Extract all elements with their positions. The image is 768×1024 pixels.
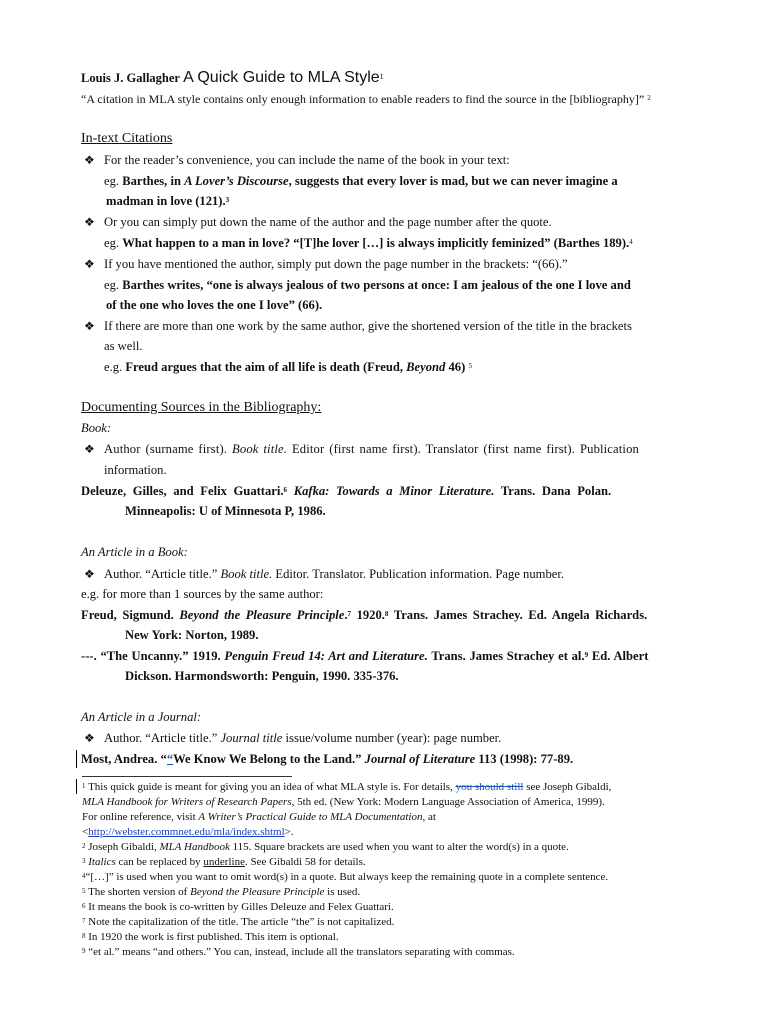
example-line bbox=[106, 193, 229, 209]
section-heading-intext: In-text Citations bbox=[81, 131, 173, 146]
example-line bbox=[104, 277, 631, 293]
entry-text: 113 (1998): 77-89. bbox=[478, 752, 574, 766]
footnote-6 bbox=[82, 900, 394, 914]
entry-text: Trans. Dana Polan. bbox=[500, 484, 612, 498]
footnote-ref: 8 bbox=[384, 610, 389, 618]
example-line: of the one who loves the one I love” (66). bbox=[106, 298, 323, 312]
format-line bbox=[104, 730, 501, 746]
footnote-text: . See Gibaldi 58 for details. bbox=[244, 856, 366, 868]
format-line: information. bbox=[104, 463, 167, 477]
footnote-title: MLA Handbook bbox=[159, 841, 230, 853]
bullet-text: Or you can simply put down the name of the author and the page number after the quote. bbox=[104, 215, 552, 229]
format-text: Author (surname first). bbox=[104, 442, 228, 456]
bibliography-entry: Minneapolis: U of Minnesota P, 1986. bbox=[125, 504, 326, 518]
footnote-text: Joseph Gibaldi, bbox=[88, 841, 157, 853]
eg-label: eg. bbox=[104, 236, 120, 250]
bullet-text: If you have mentioned the author, simply put down the page number in the brackets: “(66).” bbox=[104, 257, 568, 271]
footnote-text: This quick guide is meant for giving you an idea of what MLA style is. For details, bbox=[88, 781, 453, 793]
footnote-number: 4 bbox=[82, 872, 86, 880]
book-title: A Lover’s Discourse bbox=[184, 174, 289, 188]
subsection-label: An Article in a Book: bbox=[81, 545, 188, 559]
footnote-number: 3 bbox=[82, 857, 86, 865]
footnote-number: 8 bbox=[82, 932, 86, 940]
entry-author: Freud, Sigmund. bbox=[81, 608, 174, 622]
footnote-text: see Joseph Gibaldi, bbox=[526, 781, 612, 793]
eg-label: eg. bbox=[104, 278, 120, 292]
bibliography-entry bbox=[81, 483, 611, 499]
footnote-number: 7 bbox=[82, 917, 86, 925]
bullet-text: For the reader’s convenience, you can include the name of the book in your text: bbox=[104, 153, 510, 167]
bibliography-entry: New York: Norton, 1989. bbox=[125, 628, 259, 642]
example-text: , suggests that every lover is mad, but we can never imagine a bbox=[288, 174, 618, 188]
footnote-number: 6 bbox=[82, 902, 86, 910]
header-line bbox=[81, 70, 384, 86]
diamond-bullet-icon: ❖ bbox=[84, 442, 95, 456]
entry-title: Kafka: Towards a Minor Literature. bbox=[293, 484, 495, 498]
subsection-label: Book: bbox=[81, 421, 112, 435]
footnote-2 bbox=[82, 840, 569, 854]
entry-text: . bbox=[344, 608, 348, 622]
bullet-text: as well. bbox=[104, 339, 143, 353]
footnote-number: 9 bbox=[82, 947, 86, 955]
format-text: Author. “Article title.” bbox=[104, 567, 218, 581]
entry-author: Most, Andrea. “ bbox=[81, 752, 167, 766]
entry-text: Trans. James Strachey et al. bbox=[431, 649, 585, 663]
example-note: e.g. for more than 1 sources by the same author: bbox=[81, 587, 324, 601]
tracked-deletion: you should still bbox=[455, 781, 524, 793]
format-title: Book title. bbox=[220, 567, 273, 581]
footnote-text: 115. Square brackets are used when you want to alter the word(s) in a quote. bbox=[232, 841, 569, 853]
footnote-text: In 1920 the work is first published. This item is optional. bbox=[88, 931, 339, 943]
footnote-1-cont bbox=[82, 810, 436, 824]
footnote-3 bbox=[82, 855, 366, 869]
footnote-9 bbox=[82, 945, 515, 959]
entry-title: Journal of Literature bbox=[364, 752, 476, 766]
footnote-ref: 5 bbox=[468, 362, 472, 370]
footnote-ref: 7 bbox=[347, 610, 351, 618]
example-line bbox=[104, 173, 618, 189]
footnote-ref: 2 bbox=[647, 94, 651, 102]
text-cursor bbox=[76, 779, 77, 794]
bibliography-entry: Dickson. Harmondsworth: Penguin, 1990. 335-376. bbox=[125, 669, 399, 683]
diamond-bullet-icon: ❖ bbox=[84, 731, 95, 745]
footnote-text: is used. bbox=[327, 886, 361, 898]
footnote-title: Beyond the Pleasure Principle bbox=[190, 886, 325, 898]
example-text: Freud argues that the aim of all life is death (Freud, bbox=[125, 360, 403, 374]
footnote-text: can be replaced by bbox=[118, 856, 201, 868]
bibliography-entry bbox=[81, 648, 648, 664]
footnote-separator bbox=[82, 776, 292, 777]
eg-label: eg. bbox=[104, 174, 120, 188]
footnote-8 bbox=[82, 930, 339, 944]
footnote-ref: 3 bbox=[225, 196, 230, 204]
mla-guide-link[interactable]: http://webster.commnet.edu/mla/index.shtml bbox=[88, 826, 285, 838]
example-text: Barthes, in bbox=[122, 174, 181, 188]
example-text: 46) bbox=[448, 360, 466, 374]
epigraph bbox=[81, 91, 651, 107]
diamond-bullet-icon: ❖ bbox=[84, 257, 95, 271]
author-name: Louis J. Gallagher bbox=[81, 71, 180, 85]
entry-text: 1920. bbox=[356, 608, 385, 622]
diamond-bullet-icon: ❖ bbox=[84, 567, 95, 581]
footnote-ref: 4 bbox=[629, 238, 633, 246]
footnote-text: “[…]” is used when you want to omit word(s) in a quote. But always keep the remaining quote in a complete sentence. bbox=[85, 871, 609, 883]
entry-text: Trans. James Strachey. Ed. Angela Richards. bbox=[393, 608, 648, 622]
format-text: issue/volume number (year): page number. bbox=[285, 731, 502, 745]
tracked-change-mark: “ bbox=[166, 752, 174, 766]
footnote-text: The shorten version of bbox=[88, 886, 188, 898]
format-text: Author. “Article title.” bbox=[104, 731, 218, 745]
footnote-1-cont bbox=[82, 795, 605, 809]
footnote-1-cont: <http://webster.commnet.edu/mla/index.shtml>. bbox=[82, 826, 294, 838]
entry-title: Beyond the Pleasure Principle bbox=[179, 608, 345, 622]
footnote-ref: 6 bbox=[283, 486, 288, 494]
diamond-bullet-icon: ❖ bbox=[84, 215, 95, 229]
bibliography-entry bbox=[81, 607, 647, 623]
section-heading-bibliography: Documenting Sources in the Bibliography: bbox=[81, 400, 322, 415]
footnote-number: 5 bbox=[82, 887, 86, 895]
example-text: What happen to a man in love? “[T]he lover […] is always implicitly feminized” (Barthes 189). bbox=[122, 236, 630, 250]
bullet-text: If there are more than one work by the same author, give the shortened version of the title in the brackets bbox=[104, 319, 632, 333]
diamond-bullet-icon: ❖ bbox=[84, 153, 95, 167]
subsection-label: An Article in a Journal: bbox=[81, 710, 202, 724]
format-line bbox=[104, 566, 564, 582]
footnote-ref: 9 bbox=[584, 651, 589, 659]
footnote-ref: 1 bbox=[379, 72, 384, 81]
entry-author: Deleuze, Gilles, and Felix Guattari. bbox=[81, 484, 284, 498]
bibliography-entry bbox=[81, 751, 573, 767]
footnote-text: , at bbox=[422, 811, 436, 823]
entry-text: ---. “The Uncanny.” 1919. bbox=[81, 649, 221, 663]
diamond-bullet-icon: ❖ bbox=[84, 319, 95, 333]
footnote-7 bbox=[82, 915, 394, 929]
entry-text: We Know We Belong to the Land.” bbox=[173, 752, 362, 766]
footnote-underlined: underline bbox=[203, 856, 245, 868]
epigraph-text: “A citation in MLA style contains only enough information to enable readers to find the source in the [bibliography]” bbox=[81, 92, 645, 106]
entry-title: Penguin Freud 14: Art and Literature. bbox=[224, 649, 428, 663]
format-line bbox=[104, 441, 639, 457]
footnote-1 bbox=[82, 780, 611, 794]
book-title: Beyond bbox=[406, 360, 446, 374]
format-title: Book title. bbox=[232, 442, 288, 456]
footnote-title: MLA Handbook for Writers of Research Papers, bbox=[82, 796, 295, 808]
example-line bbox=[104, 359, 472, 375]
footnote-number: 2 bbox=[82, 842, 86, 850]
eg-label: e.g. bbox=[104, 360, 123, 374]
entry-text: Ed. Albert bbox=[591, 649, 649, 663]
footnote-text: “et al.” means “and others.” You can, instead, include all the translators separating with commas. bbox=[88, 946, 515, 958]
footnote-text: 5th ed. (New York: Modern Language Association of America, 1999). bbox=[297, 796, 605, 808]
example-text: madman in love (121). bbox=[106, 194, 226, 208]
footnote-number: 1 bbox=[82, 782, 86, 790]
format-title: Journal title bbox=[220, 731, 283, 745]
footnote-title: A Writer’s Practical Guide to MLA Documentation bbox=[198, 811, 423, 823]
footnote-text: It means the book is co-written by Gilles Deleuze and Felex Guattari. bbox=[88, 901, 394, 913]
example-text: Barthes writes, “one is always jealous of two persons at once: I am jealous of the one I love and bbox=[122, 278, 631, 292]
footnote-5 bbox=[82, 885, 360, 899]
footnote-4 bbox=[82, 870, 608, 884]
document-title: A Quick Guide to MLA Style bbox=[183, 69, 380, 86]
format-text: Editor (first name first). Translator (first name first). Publication bbox=[291, 442, 639, 456]
footnote-title: Italics bbox=[88, 856, 116, 868]
footnote-text: For online reference, visit bbox=[82, 811, 196, 823]
example-line bbox=[104, 235, 633, 251]
footnote-text: Note the capitalization of the title. The article “the” is not capitalized. bbox=[88, 916, 395, 928]
text-cursor bbox=[76, 750, 77, 768]
format-text: Editor. Translator. Publication information. Page number. bbox=[275, 567, 564, 581]
